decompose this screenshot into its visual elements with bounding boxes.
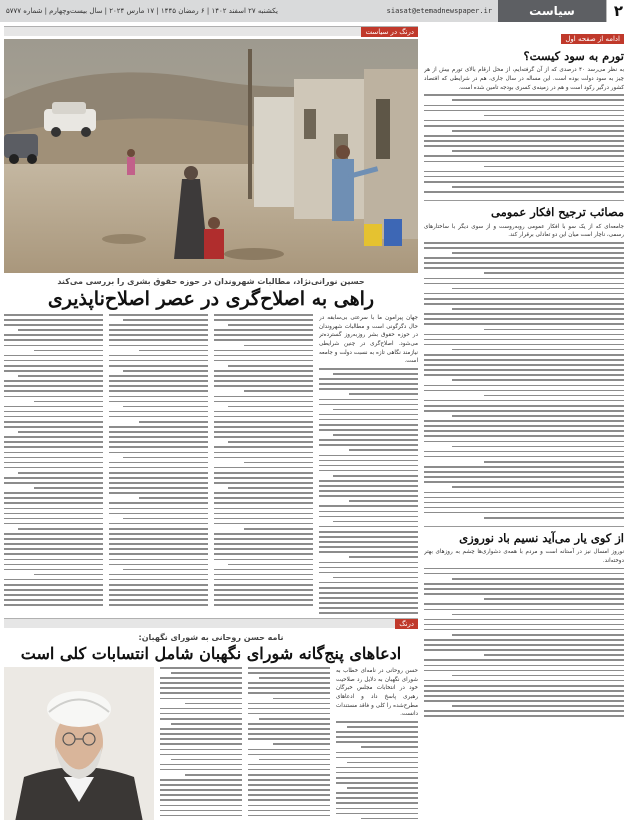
story-subheadline: حسین نورانی‌نژاد، مطالبات شهروندان در حوزه حقوق بشری را بررسی می‌کند <box>57 277 365 286</box>
portrait-illustration <box>4 667 154 820</box>
article-text-lines <box>424 242 624 522</box>
article-body-inflation <box>424 66 624 92</box>
page-number: ۲ <box>606 0 630 22</box>
story-headline: ادعاهای پنج‌گانه شورای نگهبان شامل انتسابات کلی است <box>20 644 402 663</box>
article-headline-inflation: تورم به سود کیست؟ <box>523 49 624 63</box>
main-area <box>4 26 418 816</box>
story-kicker: درنگ در سیاست <box>361 27 418 37</box>
story-headline: راهی به اصلاح‌گری در عصر اصلاح‌ناپذیری <box>47 288 375 310</box>
main-photo <box>4 39 418 273</box>
story-subheadline: نامه حسن روحانی به شورای نگهبان: <box>138 633 284 642</box>
story-column <box>214 314 313 614</box>
story-text-lines <box>160 667 242 820</box>
article-text-lines <box>424 568 624 721</box>
story2-header <box>4 618 418 663</box>
story-kicker: درنگ <box>395 619 418 629</box>
section-label-bar <box>4 26 418 36</box>
story-column <box>319 314 418 614</box>
story-column <box>160 667 242 820</box>
story-text-lines <box>319 368 418 614</box>
story-column <box>4 314 103 614</box>
story2-text <box>160 667 418 820</box>
story-column <box>109 314 208 614</box>
divider <box>424 200 624 201</box>
village-scene-illustration <box>4 39 418 273</box>
story-text-lines <box>336 721 418 820</box>
story-text-lines <box>248 667 330 820</box>
story-lead <box>336 667 418 719</box>
story-column <box>248 667 330 820</box>
story-paragraph: حسن روحانی در نامه‌ای خطاب به شورای نگهبان به دلایل رد صلاحیت خود در انتخابات مجلس خبرگان رهبری پاسخ داد و ادعاهای مطرح‌شده را کلی و فاقد مستندات دانست. <box>336 668 418 718</box>
portrait-photo <box>4 667 154 820</box>
section-label-bar <box>4 618 418 628</box>
story-paragraph: جهان پیرامون ما با سرعتی بی‌سابقه در حال دگرگونی است و مطالبات شهروندان در حوزه حقوق بشر روزبه‌روز گسترده‌تر می‌شود. اصلاح‌گری در چنین شرایطی نیازمند نگاهی تازه به نسبت دولت و جامعه است. <box>319 315 418 365</box>
page-header-bar <box>0 0 630 22</box>
article-text-lines <box>424 94 624 196</box>
article-headline-public-opinion: مصائب ترجیح افکار عمومی <box>491 205 624 220</box>
story-text-lines <box>109 314 208 609</box>
story-column <box>336 667 418 820</box>
article-body-public-opinion <box>424 223 624 240</box>
divider <box>424 526 624 527</box>
story2-body <box>4 667 418 820</box>
article-paragraph: جامعه‌ای که از یک سو با افکار عمومی روبه‌روست و از سوی دیگر با ساختارهای رسمی، ناچار است میان این دو تعادلی برقرار کند. <box>424 223 624 239</box>
article-headline-nowruz: از کوی یار می‌آید نسیم باد نوروزی <box>459 531 624 546</box>
header-info <box>0 0 498 22</box>
article-paragraph: نوروز امسال نیز در آستانه است و مردم با همه‌ی دشواری‌ها چشم به روزهای بهتر دوخته‌اند. <box>424 549 624 565</box>
story-body-columns <box>4 314 418 614</box>
continued-kicker: ادامه از صفحه اول <box>561 34 624 44</box>
article-paragraph: به نظر می‌رسد ۴۰ درصدی که از آن گرفته‌ایم، از محل ارقام بالای تورم بیش از هر چیز به سود دولت بوده است. این مساله در سال جاری، هم در شرایطی که اقتصاد کشور درگیر رکود است و هم در زمینه‌ی کسری بودجه تامین شده است. <box>424 67 624 91</box>
right-column <box>424 26 624 816</box>
date-line: یکشنبه ۲۷ اسفند ۱۴۰۲ | ۶ رمضان ۱۴۴۵ | ۱۷ مارس ۲۰۲۴ | سال بیست‌وچهارم | شماره ۵۷۷۷ <box>6 7 278 15</box>
story-lead <box>319 314 418 366</box>
article-body-nowruz <box>424 548 624 565</box>
story-text-lines <box>4 314 103 609</box>
section-title: سیاست <box>498 0 606 22</box>
story-text-lines <box>214 314 313 609</box>
email-address: siasat@etemadnewspaper.ir <box>386 7 492 15</box>
